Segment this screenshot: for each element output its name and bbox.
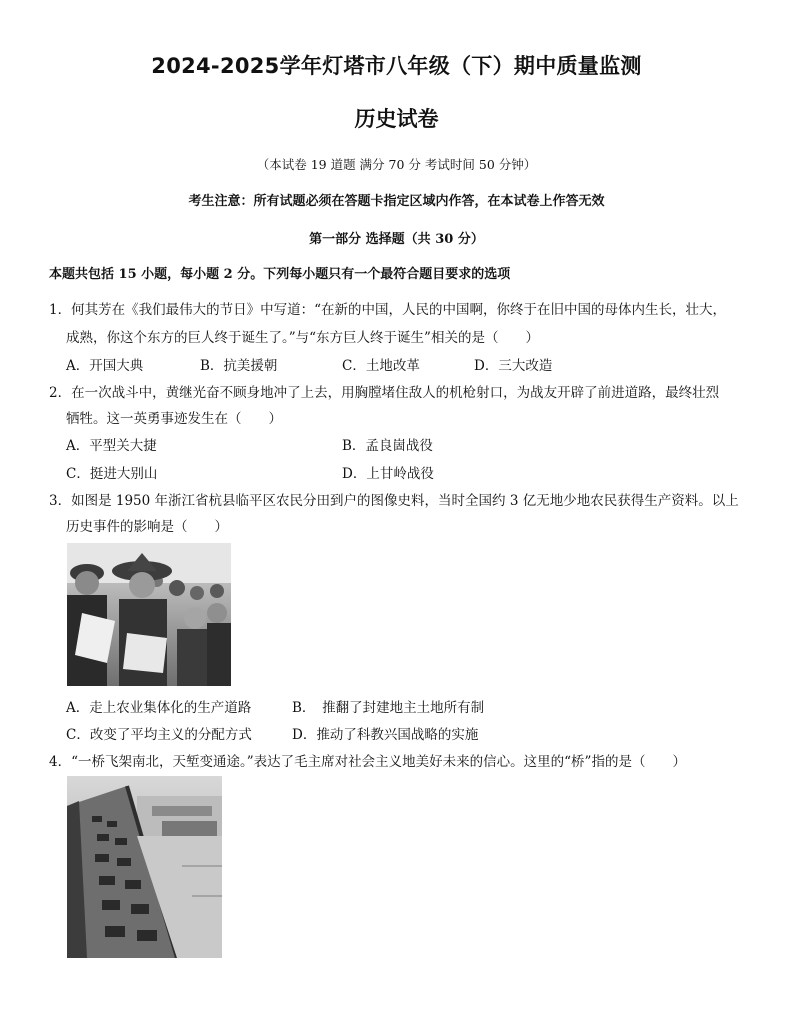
- question-3-option-c[interactable]: C．改变了平均主义的分配方式: [66, 727, 252, 743]
- candidate-notice: 考生注意：所有试题必须在答题卡指定区域内作答，在本试卷上作答无效: [188, 194, 605, 209]
- question-2-option-a[interactable]: A．平型关大捷: [66, 438, 157, 454]
- question-1-option-b[interactable]: B．抗美援朝: [200, 358, 278, 374]
- question-1-option-a[interactable]: A．开国大典: [66, 358, 144, 374]
- subject-title: 历史试卷: [354, 107, 439, 131]
- section-instructions: 本题共包括 15 小题，每小题 2 分。下列每小题只有一个最符合题目要求的选项: [49, 267, 511, 282]
- question-1-option-c[interactable]: C．土地改革: [342, 358, 420, 374]
- question-3-option-b[interactable]: B． 推翻了封建地主土地所有制: [292, 700, 485, 716]
- question-3-option-d[interactable]: D．推动了科教兴国战略的实施: [292, 727, 479, 743]
- exam-info: （本试卷 19 道题 满分 70 分 考试时间 50 分钟）: [256, 157, 537, 172]
- page-title: 2024-2025学年灯塔市八年级（下）期中质量监测: [151, 54, 642, 78]
- question-1-line-1: 1．何其芳在《我们最伟大的节日》中写道：“在新的中国，人民的中国啊，你终于在旧中国的母体内生长，壮大，: [49, 302, 726, 318]
- question-2-option-d[interactable]: D．上甘岭战役: [342, 466, 434, 482]
- question-1-option-d[interactable]: D．三大改造: [474, 358, 553, 374]
- question-3-line-1: 3．如图是 1950 年浙江省杭县临平区农民分田到户的图像史料，当时全国约 3 亿无地少地农民获得生产资料。以上: [49, 493, 739, 509]
- question-2-line-2: 牺牲。这一英勇事迹发生在（ ）: [66, 411, 282, 427]
- question-2-option-b[interactable]: B．孟良崮战役: [342, 438, 433, 454]
- question-2-line-1: 2．在一次战斗中，黄继光奋不顾身地冲了上去，用胸膛堵住敌人的机枪射口，为战友开辟了前进道路，最终壮烈: [49, 385, 720, 401]
- question-2-option-c[interactable]: C．挺进大别山: [66, 466, 158, 482]
- question-3-line-2: 历史事件的影响是（ ）: [66, 519, 228, 535]
- bridge-photo: [67, 776, 222, 958]
- land-reform-photo: [67, 543, 231, 686]
- question-3-option-a[interactable]: A．走上农业集体化的生产道路: [66, 700, 252, 716]
- question-1-line-2: 成熟，你这个东方的巨人终于诞生了。”与“东方巨人终于诞生”相关的是（ ）: [66, 330, 539, 346]
- section-title: 第一部分 选择题（共 30 分）: [309, 232, 484, 247]
- question-4-line-1: 4．“一桥飞架南北，天堑变通途。”表达了毛主席对社会主义地美好未来的信心。这里的“桥”指的是（ ）: [49, 754, 686, 770]
